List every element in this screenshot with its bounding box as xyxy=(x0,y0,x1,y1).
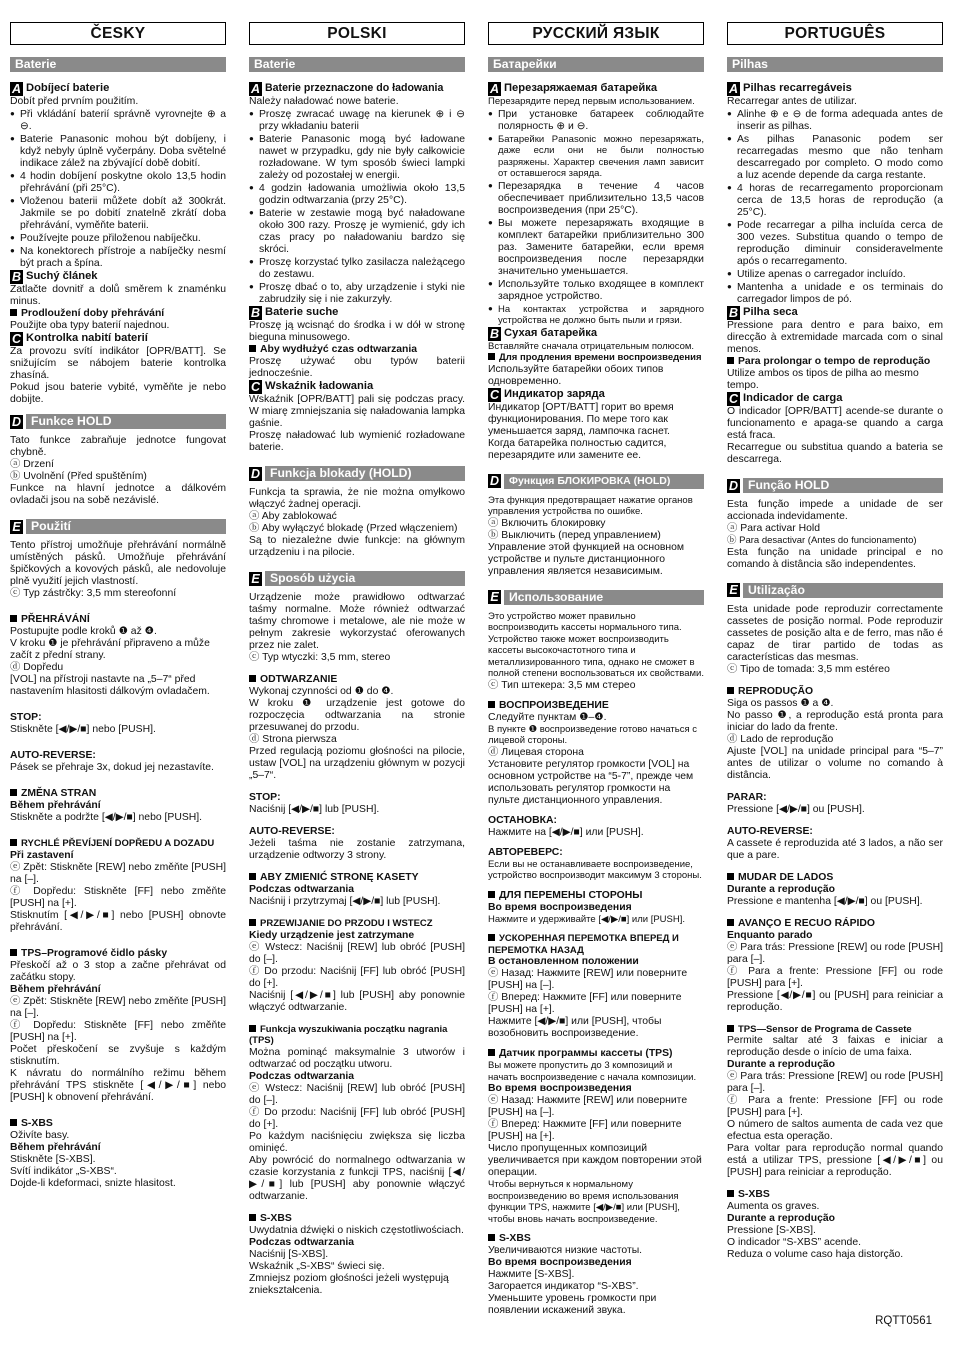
rechargeable-bullet: ● Používejte pouze přiloženou nabíječku. xyxy=(10,232,226,245)
change-side-condition: Во время воспроизведения xyxy=(488,901,632,913)
ff-rew-condition: Enquanto parado xyxy=(727,929,813,941)
playback-text: ⓓ Strona pierwsza xyxy=(249,734,337,745)
playback-text: В пункте ❶ воспроизведение готово начаться с лицевой стороны. xyxy=(488,723,698,746)
dry-cell-text: Вставляйте сначала отрицательным полюсом. xyxy=(488,340,695,352)
plug-type: ⓒ Typ wtyczki: 3,5 mm, stereo xyxy=(249,652,391,663)
document-code: RQTT0561 xyxy=(875,1315,932,1327)
rechargeable-bullet: ● Baterie Panasonic mohou být dobíjeny, i když nebyly úplně vyčerpány. Doba světelné indikace zálež na zbývající době dobití. xyxy=(10,133,226,170)
playback-text: ⓓ Lado de reprodução xyxy=(727,733,834,745)
change-side-text: Stiskněte a podržte [◀/▶/■] nebo [PUSH]. xyxy=(10,812,203,823)
playback-heading: ODTWARZANIE xyxy=(249,674,465,686)
hold-option: ⓑ Uvolnění (Před spuštěním) xyxy=(10,471,147,482)
rechargeable-bullet: ● 4 godzin ładowania umożliwia około 13,5 godzin odtwarzania (przy 25°C). xyxy=(249,182,465,207)
tps-text: Вы можете пропустить до 3 композиций и начать воспроизведение с начала композиции. xyxy=(488,1060,697,1083)
rechargeable-bullet: ● Vloženou baterii můžete dobít až 300krát. Jakmile se po dobití znatelně zkrátí doba přehrávání, vyměňte baterii. xyxy=(10,195,226,232)
rechargeable-bullet: ● Baterie w zestawie mogą być naładowane około 300 razy. Proszę je wymienić, gdy ich czas pracy po naładowaniu bardzo się skróci. xyxy=(249,207,465,256)
hold-text: Tato funkce zabraňuje jednotce fungovat chybně. xyxy=(10,435,226,458)
section-usage: Использование xyxy=(504,590,704,605)
ff-rew-condition: Kiedy urządzenie jest zatrzymane xyxy=(249,929,415,941)
rechargeable-bullet: ● Mantenha a unidade e os terminais do carregador limpos de pó. xyxy=(727,281,943,306)
sxbs-text: Wskaźnik „S-XBS“ świeci się. xyxy=(249,1260,385,1272)
sxbs-text: Aumenta os graves. xyxy=(727,1201,820,1212)
stop-heading: PARAR: xyxy=(727,791,767,803)
rechargeable-heading xyxy=(488,82,704,96)
rechargeable-bullet: ● Proszę dbać o to, aby urządzenie i styki nie zabrudziły się i nie zakurzyły. xyxy=(249,281,465,306)
charge-indicator-text: Proszę naładować lub wymienić rozładowane baterie. xyxy=(249,430,465,453)
playback-text: ⓓ Dopředu xyxy=(10,662,64,673)
rechargeable-heading xyxy=(10,82,226,96)
sxbs-text: Svítí indikátor „S-XBS“. xyxy=(10,1165,117,1177)
playback-text: No passo ❶, a reprodução está pronta para iniciar do lado da frente. xyxy=(727,709,943,733)
hold-section-header xyxy=(727,478,943,493)
charge-indicator-text: Когда батарейка полностью садится, перезарядите или замените ее. xyxy=(488,437,667,461)
dry-cell-title: Pilha seca xyxy=(743,306,798,318)
section-letter-e: E xyxy=(249,572,262,586)
tps-text: ⓕ Вперед: Нажмите [FF] или поверните [PUSH] на [+]. xyxy=(488,1119,682,1142)
sxbs-text: Naciśnij [S-XBS]. xyxy=(249,1248,329,1260)
dry-cell-heading xyxy=(727,306,943,320)
ff-rew-text: ⓔ Назад: Нажмите [REW] или поверните [PUSH] на [–]. xyxy=(488,968,688,991)
section-hold: Funkcja blokady (HOLD) xyxy=(265,466,465,481)
dry-cell-heading xyxy=(488,327,704,341)
rechargeable-bullet: ● Při vkládání baterií správně vyrovnejte ⊕ a ⊖. xyxy=(10,108,226,133)
playback-text: W kroku ❶ urządzenie jest gotowe do rozpoczęcia odtwarzania na stronie przesuwanej do przodu. xyxy=(249,698,465,733)
auto-reverse-heading: AUTO-REVERSE: xyxy=(249,826,335,837)
hold-section-header xyxy=(488,474,704,489)
playback-text: Wykonaj czynności od ❶ do ❹. xyxy=(249,686,394,697)
rechargeable-bullet: ● На контактах устройства и зарядного устройства не должно быть пыли и грязи. xyxy=(488,303,704,327)
stop-text: Pressione [◀/▶/■] ou [PUSH]. xyxy=(727,803,865,815)
extend-play-heading: Для продления времени воспроизведения xyxy=(488,352,704,364)
charge-indicator-heading xyxy=(727,392,943,406)
tps-heading: TPS–Programové čidlo pásky xyxy=(10,948,226,960)
rechargeable-bullet: ● Используйте только входящее в комплект зарядное устройство. xyxy=(488,278,704,303)
section-letter-a: A xyxy=(489,82,500,96)
hold-text: Esta função impede a unidade de ser accionada indevidamente. xyxy=(727,499,943,522)
stop-text: Нажмите на [◀/▶/■] или [PUSH]. xyxy=(488,826,644,838)
section-letter-b: B xyxy=(489,326,500,341)
language-title: POLSKI xyxy=(249,22,465,45)
section-letter-c: C xyxy=(489,387,500,402)
rechargeable-title: Перезаряжаемая батарейка xyxy=(504,82,658,94)
rechargeable-bullet: ● Вы можете перезаряжать входящие в комплект батарейки приблизительно 300 раз. Замените батарейки, если время воспроизведения после перезарядки значительно уменьшается. xyxy=(488,217,704,278)
stop-heading: STOP: xyxy=(10,712,42,723)
rechargeable-bullet: ● 4 horas de recarregamento proporcionam cerca de 13,5 horas de reprodução (a 25°C). xyxy=(727,182,943,219)
playback-heading: ВОСПРОИЗВЕДЕНИЕ xyxy=(488,700,704,712)
section-letter-a: A xyxy=(728,82,739,96)
sxbs-text: Reduza o volume caso haja distorção. xyxy=(727,1249,904,1260)
ff-rew-condition: В остановленном положении xyxy=(488,956,639,967)
hold-option: ⓐ Включить блокировку xyxy=(488,517,606,529)
section-letter-d: D xyxy=(250,466,261,481)
sxbs-text: Загорается индикатор “S-XBS”. xyxy=(488,1281,639,1292)
ff-rew-text: Нажмите [◀/▶/■] или [PUSH], чтобы возобновить воспроизведение. xyxy=(488,1016,662,1039)
column-portuguese xyxy=(727,22,943,1261)
usage-text: Esta unidade pode reproduzir correctamente cassetes de posição normal. Pode reproduzir cassetes de posição alta e de ferro, mas não é capaz de tirar partido de todas as características das mesmas. xyxy=(727,603,943,663)
charge-indicator-heading xyxy=(249,380,465,394)
stop-text: Naciśnij [◀/▶/■] lub [PUSH]. xyxy=(249,804,380,815)
change-side-heading: ZMĚNA STRAN xyxy=(10,788,226,800)
hold-text: Управление этой функцией на основном устройстве и пульте дистанционного управления является независимым. xyxy=(488,541,685,577)
language-title: РУССКИЙ ЯЗЫК xyxy=(488,22,704,45)
playback-text: ⓓ Лицевая сторона xyxy=(488,746,584,758)
section-hold: Функция БЛОКИРОВКА (HOLD) xyxy=(504,474,704,489)
rechargeable-title: Dobíjecí baterie xyxy=(26,82,110,94)
tps-text: Počet přeskočení se zvyšuje s každým stisknutím. xyxy=(10,1043,226,1067)
hold-option: ⓑ Para desactivar (Antes do funcionamento) xyxy=(727,535,917,546)
tps-text: Permite saltar até 3 faixas e iniciar a reprodução desde o início de uma faixa. xyxy=(727,1035,943,1058)
rechargeable-bullet: ● Батарейки Panasonic можно перезаряжать, даже если они не были полностью разряжены. Характер свечения ламп зависит от оставшегося заряда. xyxy=(488,133,704,180)
sxbs-heading: S-XBS xyxy=(727,1189,943,1201)
playback-text: V kroku ❶ je přehrávání připraveno a může začít z přední strany. xyxy=(10,638,210,661)
sxbs-condition: Durante a reprodução xyxy=(727,1213,835,1224)
plug-type: ⓒ Tipo de tomada: 3,5 mm estéreo xyxy=(727,663,890,675)
hold-text: Są to niezależne dwie funkcje: na głównym urządzeniu i na pilocie. xyxy=(249,535,465,558)
section-batteries: Baterie xyxy=(10,57,226,72)
rechargeable-title: Baterie przeznaczone do ładowania xyxy=(265,82,444,94)
ff-rew-text: Pressione [◀/▶/■] ou [PUSH] para reiniciar a reprodução. xyxy=(727,989,943,1013)
playback-text: Ajuste [VOL] na unidade principal para “5–7” antes de utilizar o volume no comando à distância. xyxy=(727,745,943,781)
hold-section-header xyxy=(10,414,226,429)
stop-heading: ОСТАНОВКА: xyxy=(488,814,557,826)
hold-option: ⓐ Drzení xyxy=(10,459,54,470)
extend-play-text: Используйте батарейки обоих типов одновременно. xyxy=(488,363,664,387)
ff-rew-condition: Při zastavení xyxy=(10,849,74,861)
dry-cell-heading xyxy=(10,270,226,284)
ff-rew-heading: УСКОРЕННАЯ ПЕРЕМОТКА ВПЕРЕД И ПЕРЕМОТКА НАЗАД xyxy=(488,933,704,956)
dry-cell-title: Baterie suche xyxy=(265,306,339,318)
playback-text: Postupujte podle kroků ❶ až ❹. xyxy=(10,626,157,637)
tps-text: ⓔ Назад: Нажмите [REW] или поверните [PUSH] на [–]. xyxy=(488,1095,688,1118)
section-letter-c: C xyxy=(11,332,22,346)
hold-option: ⓑ Aby wyłączyć blokadę (Przed włączeniem) xyxy=(249,523,458,534)
rechargeable-intro: Recarregar antes de utilizar. xyxy=(727,96,857,107)
hold-text: Funkce na hlavní jednotce a dálkovém ovladači jsou na sobě nezávislé. xyxy=(10,483,226,506)
extend-play-text: Použijte oba typy baterií najednou. xyxy=(10,320,170,331)
stop-heading: STOP: xyxy=(249,792,281,803)
charge-indicator-title: Kontrolka nabití baterií xyxy=(26,332,148,344)
playback-text: Siga os passos ❶ a ❹. xyxy=(727,697,834,709)
playback-heading: PŘEHRÁVÁNÍ xyxy=(10,614,226,626)
charge-indicator-title: Indicador de carga xyxy=(743,392,843,404)
change-side-text: Naciśnij i przytrzymaj [◀/▶/■] lub [PUSH]. xyxy=(249,896,441,907)
sxbs-heading: S-XBS xyxy=(10,1118,226,1130)
tps-heading: Funkcja wyszukiwania początku nagrania (TPS) xyxy=(249,1024,465,1047)
sxbs-heading: S-XBS xyxy=(249,1213,465,1225)
playback-text: Przed regulacją poziomu głośności na pilocie, ustaw [VOL] na urządzeniu głównym w pozycji „5–7“. xyxy=(249,746,465,781)
rechargeable-heading xyxy=(727,82,943,96)
usage-section-header xyxy=(727,583,943,598)
tps-text: Přeskočí až o 3 stop a začne přehrávat od začátku stopy. xyxy=(10,959,226,983)
charge-indicator-text: Wskaźnik [OPR/BATT] pali się podczas pracy. W miarę zmniejszania się naładowania lampka gaśnie. xyxy=(249,394,465,429)
charge-indicator-text: Индикатор [OPT/BATT] горит во время функционирования. По мере того как уменьшается заряд, лампочка гаснет. xyxy=(488,401,674,437)
auto-reverse-text: Pásek se přehraje 3x, dokud jej nezastavíte. xyxy=(10,762,214,773)
rechargeable-intro: Należy naładować nowe baterie. xyxy=(249,96,399,107)
charge-indicator-text: O indicador [OPR/BATT] acende-se durante o funcionamento e apaga-se quando a carga está fraca. xyxy=(727,406,943,441)
language-title: PORTUGUÊS xyxy=(727,22,943,45)
section-letter-e: E xyxy=(488,590,501,604)
tps-text: O número de saltos aumenta de cada vez que efectua esta operação. xyxy=(727,1119,943,1142)
ff-rew-text: ⓔ Zpět: Stiskněte [REW] nebo změňte [PUSH] na [–]. xyxy=(10,861,226,885)
hold-option: ⓐ Aby zablokować xyxy=(249,511,337,522)
charge-indicator-heading xyxy=(10,332,226,346)
ff-rew-heading: PRZEWIJANIE DO PRZODU I WSTECZ xyxy=(249,918,465,930)
section-hold: Funkce HOLD xyxy=(26,414,226,429)
charge-indicator-text: Pokud jsou baterie vybité, vyměňte je nebo dobijte. xyxy=(10,382,226,405)
usage-section-header xyxy=(488,590,704,605)
charge-indicator-text: Recarregue ou substitua quando a bateria se descarrega. xyxy=(727,442,943,465)
extend-play-text: Proszę używać obu typów baterii jednocześnie. xyxy=(249,356,465,379)
stop-text: Stiskněte [◀/▶/■] nebo [PUSH]. xyxy=(10,724,156,735)
rechargeable-bullet: ● Proszę zwracać uwagę na kierunek ⊕ i ⊖ przy wkładaniu baterii xyxy=(249,108,465,133)
sxbs-text: Zmniejsz poziom głośności jeżeli występują zniekształcenia. xyxy=(249,1272,449,1296)
ff-rew-text: ⓕ Dopředu: Stiskněte [FF] nebo změňte [PUSH] na [+]. xyxy=(10,885,226,909)
rechargeable-bullet: ● Na konektorech přístroje a nabíječky nesmí být prach a špína. xyxy=(10,245,226,270)
section-letter-e: E xyxy=(10,520,23,534)
change-side-heading: ABY ZMIENIĆ STRONĘ KASETY xyxy=(249,872,465,884)
tps-text: ⓕ Do przodu: Naciśnij [FF] lub obróć [PUSH] do [+]. xyxy=(249,1106,465,1130)
change-side-text: Нажмите и удерживайте [◀/▶/■] или [PUSH]. xyxy=(488,913,686,925)
playback-heading: REPRODUÇÃO xyxy=(727,686,943,698)
column-polish xyxy=(249,22,465,1297)
tps-text: Число пропущенных композиций увеличивается при каждом повторении этой операции. xyxy=(488,1143,702,1178)
tps-condition: Durante a reprodução xyxy=(727,1059,835,1070)
language-title: ČESKY xyxy=(10,22,226,45)
auto-reverse-heading: AUTO-REVERSE: xyxy=(727,825,813,837)
dry-cell-heading xyxy=(249,306,465,320)
rechargeable-bullet: ● Перезарядка в течение 4 часов обеспечивает приблизительно 13,5 часов воспроизведения (при 25°C). xyxy=(488,180,704,217)
tps-text: ⓕ Para a frente: Pressione [FF] ou rode [PUSH] para [+]. xyxy=(727,1095,943,1118)
ff-rew-text: ⓕ Вперед: Нажмите [FF] или поверните [PUSH] на [+]. xyxy=(488,992,682,1015)
rechargeable-bullet: ● Pode recarregar a pilha incluída cerca de 300 vezes. Substitua quando o tempo de reprodução diminuir consideravelmente após o recarregamento. xyxy=(727,219,943,268)
extend-play-heading: Prodloužení doby přehrávání xyxy=(10,308,226,320)
tps-condition: Podczas odtwarzania xyxy=(249,1070,355,1082)
rechargeable-bullet: ● Baterie Panasonic mogą być ładowane nawet w przypadku, gdy nie były całkowicie rozładowane. W tym sposób świeci lampki zależy od pozostałej w energii. xyxy=(249,133,465,182)
auto-reverse-text: Jeżeli taśma nie zostanie zatrzymana, urządzenie odtworzy 3 strony. xyxy=(249,838,465,861)
playback-text: [VOL] na přístroji nastavte na „5–7“ před nastavením hlasitosti dálkovým ovladačem. xyxy=(10,674,210,697)
sxbs-text: Увеличиваются низкие частоты. xyxy=(488,1245,643,1256)
rechargeable-bullet: ● Alinhe ⊕ e ⊖ de forma adequada antes de inserir as pilhas. xyxy=(727,108,943,133)
auto-reverse-heading: АВТОРЕВЕРС: xyxy=(488,846,563,858)
tps-text: ⓔ Zpět: Stiskněte [REW] nebo změňte [PUSH] na [–]. xyxy=(10,995,226,1019)
rechargeable-intro: Dobít před prvním použitím. xyxy=(10,96,139,107)
tps-text: ⓔ Wstecz: Naciśnij [REW] lub obróć [PUSH] do [–]. xyxy=(249,1082,465,1106)
hold-option: ⓑ Выключить (перед управлением) xyxy=(488,529,661,541)
tps-text: ⓕ Dopředu: Stiskněte [FF] nebo změňte [PUSH] na [+]. xyxy=(10,1019,226,1043)
column-czech xyxy=(10,22,226,1190)
tps-text: Po każdym naciśnięciu zwiększa się liczba ominięć. xyxy=(249,1130,465,1154)
hold-option: ⓐ Para activar Hold xyxy=(727,523,820,534)
section-letter-d: D xyxy=(11,414,22,429)
extend-play-heading: Aby wydłużyć czas odtwarzania xyxy=(249,344,465,356)
change-side-condition: Podczas odtwarzania xyxy=(249,884,355,895)
tps-condition: Во время воспроизведения xyxy=(488,1083,632,1094)
ff-rew-heading: RYCHLÉ PŘEVÍJENÍ DOPŘEDU A DOZADU xyxy=(10,838,226,850)
ff-rew-text: ⓔ Para trás: Pressione [REW] ou rode [PUSH] para [–]. xyxy=(727,941,943,965)
rechargeable-heading xyxy=(249,82,465,96)
rechargeable-bullet: ● При установке батареек соблюдайте полярность ⊕ и ⊖. xyxy=(488,108,704,133)
sxbs-condition: Во время воспроизведения xyxy=(488,1257,632,1268)
extend-play-text: Utilize ambos os tipos de pilha ao mesmo tempo. xyxy=(727,368,919,391)
plug-type: ⓒ Typ zástrčky: 3,5 mm stereofonní xyxy=(10,588,177,599)
sxbs-text: Stiskněte [S-XBS]. xyxy=(10,1153,96,1165)
hold-section-header xyxy=(249,466,465,481)
section-usage: Sposób użycia xyxy=(265,571,465,586)
auto-reverse-text: A cassete é reproduzida até 3 lados, a não ser que a pare. xyxy=(727,837,943,861)
tps-text: Można pominąć maksymalnie 3 utworów i odtwarzać od początku utworu. xyxy=(249,1046,465,1070)
tps-heading: Датчик программы кассеты (TPS) xyxy=(488,1048,704,1060)
hold-text: Esta função na unidade principal e no comando à distância são independentes. xyxy=(727,546,943,570)
rechargeable-title: Pilhas recarregáveis xyxy=(743,82,852,94)
section-letter-c: C xyxy=(250,380,261,394)
tps-heading: TPS—Sensor de Programa de Cassete xyxy=(727,1024,943,1036)
tps-text: ⓔ Para trás: Pressione [REW] ou rode [PUSH] para [–]. xyxy=(727,1071,943,1094)
usage-text: Tento přístroj umožňuje přehrávání normálně umístěných pásků. Umožňuje přehrávání špičkových a kovových pásků, ale nedovoluje plně využití jejich vlastností. xyxy=(10,540,226,587)
section-letter-b: B xyxy=(11,270,22,284)
plug-type: ⓒ Тип штекера: 3,5 мм стерео xyxy=(488,679,636,691)
ff-rew-text: Naciśnij [◀/▶/■] lub [PUSH] aby ponownie włączyć odtwarzanie. xyxy=(249,989,465,1013)
dry-cell-title: Сухая батарейка xyxy=(504,326,598,339)
dry-cell-text: Pressione para dentro e para baixo, em direcção à extremidade marcada com o sinal menos. xyxy=(727,320,943,355)
usage-section-header xyxy=(10,519,226,534)
sxbs-condition: Během přehrávání xyxy=(10,1141,101,1153)
sxbs-text: Oživíte basy. xyxy=(10,1129,70,1141)
charge-indicator-text: Za provozu svítí indikátor [OPR/BATT]. Se snižujícím se nábojem baterie kontrolka zhasíná. xyxy=(10,346,226,381)
sxbs-heading: S-XBS xyxy=(488,1233,704,1245)
usage-text: Urządzenie może prawidłowo odtwarzać taśmy normalne. Może również odtwarzać taśmy chromowe i metalowe, ale nie może w pełnym zakresie wykorzystać oferowanych przez nie zalet. xyxy=(249,592,465,651)
section-batteries: Baterie xyxy=(249,57,465,72)
hold-text: Funkcja ta sprawia, że nie można omyłkowo włączyć żadnej operacji. xyxy=(249,487,465,510)
ff-rew-text: ⓕ Do przodu: Naciśnij [FF] lub obróć [PUSH] do [+]. xyxy=(249,965,465,989)
rechargeable-bullet: ● As pilhas Panasonic podem ser recarregadas mesmo que não tenham descarregado por completo. O modo como a luz acende depende da carga restante. xyxy=(727,133,943,182)
change-side-heading: MUDAR DE LADOS xyxy=(727,872,943,884)
tps-text: K návratu do normálního režimu během přehrávání TPS stiskněte [◀/▶/■] nebo [PUSH] k obnovení přehrávání. xyxy=(10,1067,226,1103)
tps-text: Чтобы вернуться к нормальному воспроизведению во время использования функции TPS, нажмите [◀/▶/■] или [PUSH], чтобы вновь начать воспроизведение. xyxy=(488,1179,680,1225)
rechargeable-bullet: ● Utilize apenas o carregador incluído. xyxy=(727,268,943,281)
tps-condition: Během přehrávání xyxy=(10,983,101,995)
charge-indicator-title: Wskaźnik ładowania xyxy=(265,380,374,392)
section-letter-b: B xyxy=(728,306,739,320)
change-side-heading: ДЛЯ ПЕРЕМЕНЫ СТОРОНЫ xyxy=(488,890,704,902)
extend-play-heading: Para prolongar o tempo de reprodução xyxy=(727,356,943,368)
ff-rew-text: Stisknutím [◀/▶/■] nebo [PUSH] obnovte přehrávání. xyxy=(10,909,226,933)
usage-text: Это устройство может правильно воспроизводить кассеты нормального типа. Устройство также может воспроизводить кассеты высокочастотного типа и металлизированного типа, однако не сможет в полной степени воспользоваться их свойствами. xyxy=(488,610,704,679)
change-side-condition: Během přehrávání xyxy=(10,800,101,811)
rechargeable-intro: Перезарядите перед первым использованием. xyxy=(488,96,695,107)
dry-cell-text: Zatlačte dovnitř a dolů směrem k znaménku minus. xyxy=(10,284,226,307)
section-hold: Função HOLD xyxy=(743,478,943,493)
charge-indicator-heading xyxy=(488,388,704,402)
ff-rew-text: ⓔ Wstecz: Naciśnij [REW] lub obróć [PUSH] do [–]. xyxy=(249,941,465,965)
tps-text: Para voltar para reprodução normal quando está a utilizar TPS, pressione [◀/▶/■] ou [PUSH] para reiniciar a reprodução. xyxy=(727,1143,943,1178)
section-letter-a: A xyxy=(11,82,22,96)
change-side-condition: Durante a reprodução xyxy=(727,883,835,895)
ff-rew-heading: AVANÇO E RECUO RÁPIDO xyxy=(727,918,943,930)
sxbs-condition: Podczas odtwarzania xyxy=(249,1236,355,1248)
auto-reverse-heading: AUTO-REVERSE: xyxy=(10,750,96,761)
section-letter-d: D xyxy=(728,478,739,493)
sxbs-text: Нажмите [S-XBS]. xyxy=(488,1269,575,1280)
sxbs-text: Uwydatnia dźwięki o niskich częstotliwościach. xyxy=(249,1224,464,1236)
sxbs-text: Уменьшите уровень громкости при появлении искажений звука. xyxy=(488,1293,657,1316)
dry-cell-text: Proszę ją wcisnąć do środka i w dół w stronę bieguna minusowego. xyxy=(249,320,465,343)
rechargeable-bullet: ● Proszę korzystać tylko zasilacza należącego do zestawu. xyxy=(249,256,465,281)
section-letter-e: E xyxy=(727,583,740,597)
sxbs-text: Pressione [S-XBS]. xyxy=(727,1225,816,1236)
section-usage: Použití xyxy=(26,519,226,534)
playback-text: Следуйте пунктам ❶–❹. xyxy=(488,711,607,723)
section-letter-a: A xyxy=(250,82,261,96)
charge-indicator-title: Индикатор заряда xyxy=(504,387,605,400)
playback-text: Установите регулятор громкости [VOL] на основном устройстве на “5-7”, прежде чем использовать регулятор громкости на пульте дистанционного управления. xyxy=(488,758,694,806)
rechargeable-bullet: ● 4 hodin dobíjení poskytne okolo 13,5 hodin přehrávání (při 25°C). xyxy=(10,170,226,195)
hold-text: Эта функция предотвращает нажатие органов управления устройства по ошибке. xyxy=(488,494,693,517)
sxbs-text: O indicador “S-XBS” acende. xyxy=(727,1237,861,1248)
section-letter-b: B xyxy=(250,306,261,320)
dry-cell-title: Suchý článek xyxy=(26,270,98,282)
section-letter-d: D xyxy=(489,474,500,488)
column-russian xyxy=(488,22,704,1317)
ff-rew-text: ⓕ Para a frente: Pressione [FF] ou rode [PUSH] para [+]. xyxy=(727,965,943,989)
section-batteries: Pilhas xyxy=(727,57,943,72)
tps-text: Aby powrócić do normalnego odtwarzania w czasie korzystania z funkcji TPS, naciśnij [◀/▶/■] lub [PUSH] aby ponownie włączyć odtwarzanie. xyxy=(249,1154,465,1202)
usage-section-header xyxy=(249,571,465,586)
auto-reverse-text: Если вы не останавливаете воспроизведение, устройство воспроизводит максимум 3 стороны. xyxy=(488,858,702,881)
section-letter-c: C xyxy=(728,392,739,406)
section-usage: Utilização xyxy=(743,583,943,598)
section-batteries: Батарейки xyxy=(488,57,704,72)
change-side-text: Pressione e mantenha [◀/▶/■] ou [PUSH]. xyxy=(727,895,923,907)
sxbs-text: Dojde-li kdeformaci, snizte hlasitost. xyxy=(10,1177,176,1189)
